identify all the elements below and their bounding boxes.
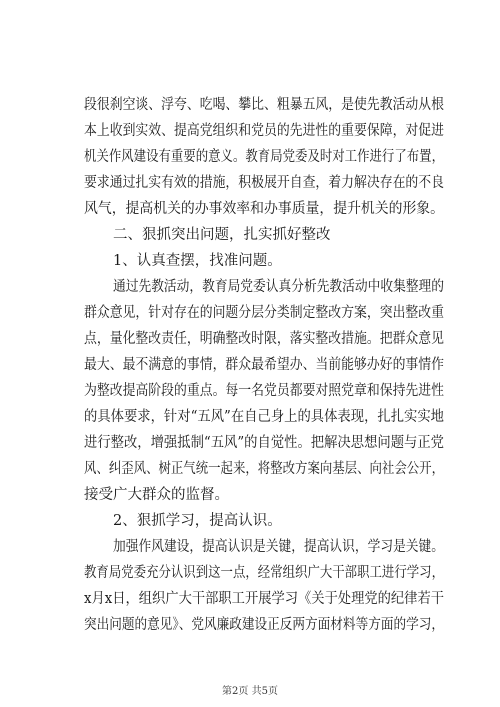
- document-page: 段很刹空谈、浮夸、吃喝、攀比、粗暴五风，是使先教活动从根 本上收到实效、提高党组织和党员的先进性的重要保障，对促进 机关作风建设有重要的意义。教育局党委及时对工作进行了布置， 要求通过扎实有效的措施，积极展开自查，着力解决存在的不良 风气，提高机关的办事效率和办事质量，提升机关的形象。 二、狠抓突出问题，扎实抓好整改 1、认真查摆，找准问题。 通过先教活动，教育局党委认真分析先教活动中收集整理的 群众意见，针对存在的问题分层分类制定整改方案，突出整改重 点，量化整改责任，明确整改时限，落实整改措施。把群众意见 最大、最不满意的事情，群众最希望办、当前能够办好的事情作 为整改提高阶段的重点。每一名党员都要对照党章和保持先进性 的具体要求，针对“五风”在自己身上的具体表现，扎扎实实地 进行整改，增强抵制“五风”的自觉性。把解决思想问题与正党 风、纠歪风、树正气统一起来，将整改方案向基层、向社会公开， 接受广大群众的监督。 2、狠抓学习，提高认识。 加强作风建设，提高认识是关键，提高认识，学习是关键。 教育局党委充分认识到这一点，经常组织广大干部职工进行学习， x月x日，组织广大干部职工开展学习《关于处理党的纪律若干 突出问题的意见》、党风廉政建设正反两方面材料等方面的学习， 第2页 共5页: [0, 0, 500, 707]
- page-number-footer: 第2页 共5页: [222, 686, 278, 697]
